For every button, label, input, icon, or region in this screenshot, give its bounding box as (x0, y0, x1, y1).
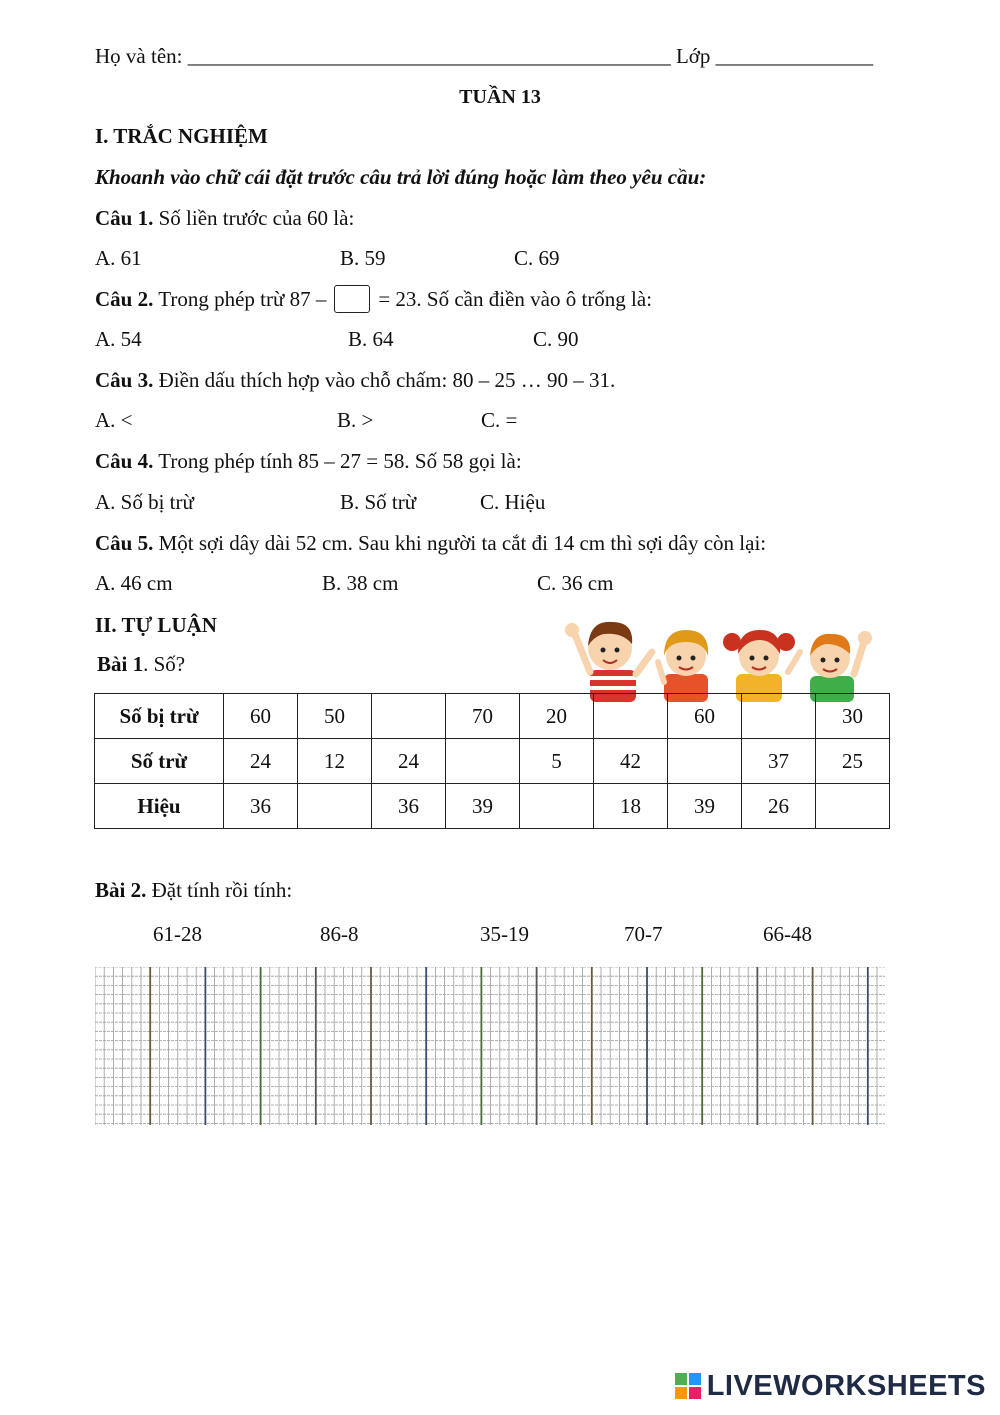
table-row (95, 739, 890, 784)
q5-option-b[interactable]: B. 38 cm (322, 571, 399, 595)
table-cell: 26 (742, 784, 816, 829)
table-cell: 39 (668, 784, 742, 829)
expression-4: 70-7 (624, 922, 663, 946)
table-cell: 24 (224, 739, 298, 784)
expression-5: 66-48 (763, 922, 812, 946)
bai1-text: . Số? (143, 652, 186, 676)
question-1-number: Câu 1. (95, 206, 154, 230)
name-blank[interactable]: ______________________________________________ (187, 44, 671, 68)
q2-option-a[interactable]: A. 54 (95, 327, 142, 351)
table-cell: 42 (594, 739, 668, 784)
table-blank-cell[interactable] (816, 784, 890, 829)
answer-blank-box[interactable] (334, 285, 370, 313)
table-row (95, 694, 890, 739)
question-4 (95, 449, 522, 474)
question-2 (95, 287, 652, 315)
question-3 (95, 368, 615, 393)
question-3-number: Câu 3. (95, 368, 154, 392)
table-blank-cell[interactable] (594, 694, 668, 739)
class-label: Lớp (675, 44, 716, 68)
kid-girl-2-icon (723, 630, 800, 702)
expression-2: 86-8 (320, 922, 359, 946)
bai1-label: Bài 1 (97, 652, 144, 676)
q5-option-a[interactable]: A. 46 cm (95, 571, 173, 595)
table-cell: 20 (520, 694, 594, 739)
question-4-number: Câu 4. (95, 449, 154, 473)
section1-instruction: Khoanh vào chữ cái đặt trước câu trả lời đúng hoặc làm theo yêu cầu: (95, 165, 707, 189)
kid-boy-2-icon (810, 631, 872, 702)
table-cell: 50 (298, 694, 372, 739)
table-cell: 36 (224, 784, 298, 829)
subtraction-table (94, 693, 890, 829)
grid-paper[interactable] (95, 967, 885, 1130)
q2-option-b[interactable]: B. 64 (348, 327, 394, 351)
row-header: Số trừ (95, 739, 224, 784)
table-blank-cell[interactable] (298, 784, 372, 829)
liveworksheets-logo-icon (675, 1373, 703, 1401)
table-cell: 5 (520, 739, 594, 784)
table-cell: 60 (668, 694, 742, 739)
q4-option-a[interactable]: A. Số bị trừ (95, 490, 194, 514)
table-blank-cell[interactable] (520, 784, 594, 829)
q3-option-a[interactable]: A. < (95, 408, 133, 432)
table-blank-cell[interactable] (742, 694, 816, 739)
name-line (95, 44, 873, 69)
question-1 (95, 206, 354, 231)
q1-option-b[interactable]: B. 59 (340, 246, 386, 270)
q4-option-b[interactable]: B. Số trừ (340, 490, 417, 514)
question-2-number: Câu 2. (95, 287, 154, 311)
row-header: Hiệu (95, 784, 224, 829)
row-header: Số bị trừ (95, 694, 224, 739)
table-cell: 12 (298, 739, 372, 784)
table-blank-cell[interactable] (668, 739, 742, 784)
expression-3: 35-19 (480, 922, 529, 946)
q3-option-c[interactable]: C. = (481, 408, 518, 432)
liveworksheets-logo (675, 1370, 986, 1403)
q3-option-b[interactable]: B. > (337, 408, 374, 432)
table-cell: 36 (372, 784, 446, 829)
q1-option-c[interactable]: C. 69 (514, 246, 560, 270)
class-blank[interactable]: _______________ (715, 44, 874, 68)
table-cell: 24 (372, 739, 446, 784)
section2-title: II. TỰ LUẬN (95, 613, 217, 637)
table-cell: 18 (594, 784, 668, 829)
q2-option-c[interactable]: C. 90 (533, 327, 579, 351)
bai2-text: Đặt tính rồi tính: (146, 878, 293, 902)
bai2-label: Bài 2. (95, 878, 147, 902)
logo-text: LIVEWORKSHEETS (706, 1370, 986, 1402)
question-2-text-after: = 23. Số cần điền vào ô trống là: (378, 287, 653, 311)
kid-girl-1-icon (658, 630, 708, 702)
question-5-text: Một sợi dây dài 52 cm. Sau khi người ta cắt đi 14 cm thì sợi dây còn lại: (153, 531, 767, 555)
kid-boy-1-icon (565, 622, 652, 702)
bai2-heading (95, 878, 292, 903)
question-5 (95, 531, 766, 556)
q4-option-c[interactable]: C. Hiệu (480, 490, 546, 514)
bai1-heading (97, 652, 185, 677)
name-label: Họ và tên: (95, 44, 188, 68)
kids-illustration (560, 612, 880, 702)
question-4-text: Trong phép tính 85 – 27 = 58. Số 58 gọi là: (153, 449, 522, 473)
q5-option-c[interactable]: C. 36 cm (537, 571, 614, 595)
table-row (95, 784, 890, 829)
table-cell: 37 (742, 739, 816, 784)
question-1-text: Số liền trước của 60 là: (153, 206, 355, 230)
table-cell: 70 (446, 694, 520, 739)
table-cell: 25 (816, 739, 890, 784)
question-3-text: Điền dấu thích hợp vào chỗ chấm: 80 – 25 … 90 – 31. (153, 368, 616, 392)
q1-option-a[interactable]: A. 61 (95, 246, 142, 270)
table-cell: 60 (224, 694, 298, 739)
expression-1: 61-28 (153, 922, 202, 946)
week-title: TUẦN 13 (459, 86, 541, 108)
table-cell: 39 (446, 784, 520, 829)
table-blank-cell[interactable] (446, 739, 520, 784)
question-2-text-before: Trong phép trừ 87 – (153, 287, 327, 311)
table-cell: 30 (816, 694, 890, 739)
table-blank-cell[interactable] (372, 694, 446, 739)
question-5-number: Câu 5. (95, 531, 154, 555)
section1-title: I. TRẮC NGHIỆM (95, 124, 268, 148)
